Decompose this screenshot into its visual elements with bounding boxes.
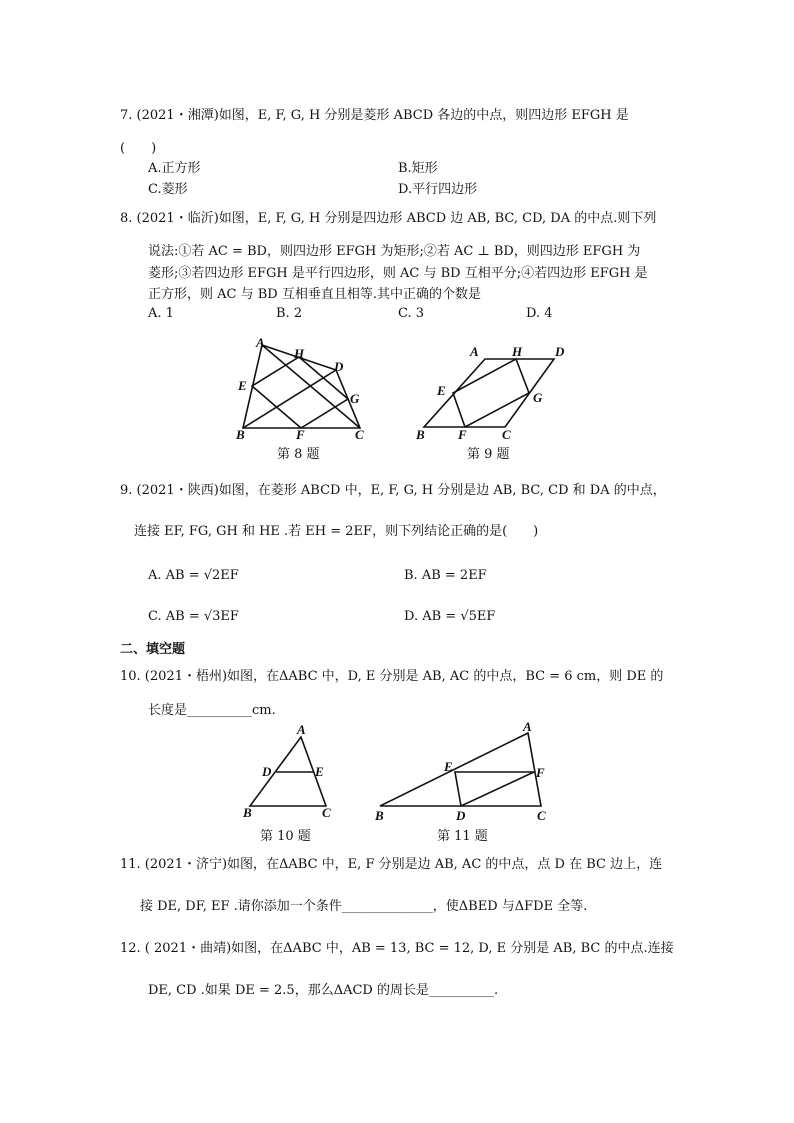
fig8-label-h: H — [294, 346, 305, 361]
fig8-label-b: B — [236, 427, 245, 442]
fig9-label-f: F — [458, 427, 467, 442]
fig9-label-b: B — [416, 427, 425, 442]
fig8-label-g: G — [350, 391, 360, 406]
q11-line1: 11. (2021・济宁)如图，在ΔABC 中，E, F 分别是边 AB, AC 的中点，点 D 在 BC 边上，连 — [120, 857, 663, 872]
fig9-label-h: H — [512, 344, 523, 359]
fig10-label-e: E — [315, 764, 324, 779]
q9-line1: 9. (2021・陕西)如图，在菱形 ABCD 中，E, F, G, H 分别是边 AB, BC, CD 和 DA 的中点， — [120, 483, 666, 498]
q9-option-b: B. AB = 2EF — [404, 568, 487, 583]
q7-option-b: B.矩形 — [398, 161, 438, 176]
fig8-label-a: A — [256, 335, 265, 350]
q8-line3: 菱形;③若四边形 EFGH 是平行四边形，则 AC 与 BD 互相平分;④若四边形 EFGH 是 — [148, 266, 648, 281]
q9-option-d: D. AB = √5EF — [404, 609, 496, 624]
fig11-label-b: B — [375, 808, 384, 820]
fig9-label-a: A — [470, 344, 479, 359]
fig8-label-e: E — [238, 378, 247, 393]
fig11-label-e: E — [444, 759, 453, 774]
q7-line1: 7. (2021・湘潭)如图，E, F, G, H 分别是菱形 ABCD 各边的中点，则四边形 EFGH 是 — [120, 108, 629, 123]
q9-option-c: C. AB = √3EF — [148, 609, 239, 624]
q7-option-a: A.正方形 — [148, 161, 201, 176]
q8-option-b: B. 2 — [276, 306, 303, 321]
fig8-label-c: C — [355, 427, 364, 442]
q7-option-c: C.菱形 — [148, 182, 188, 197]
q9-option-a: A. AB = √2EF — [148, 568, 239, 583]
figure-8-quadrilateral — [225, 330, 385, 445]
fig10-label-a: A — [297, 722, 306, 737]
q8-line2: 说法:①若 AC = BD，则四边形 EFGH 为矩形;②若 AC ⊥ BD，则四边形 EFGH 为 — [148, 244, 641, 259]
q8-line4: 正方形，则 AC 与 BD 互相垂直且相等.其中正确的个数是 — [148, 287, 481, 302]
q10-line1: 10. (2021・梧州)如图，在ΔABC 中，D, E 分别是 AB, AC 的中点，BC = 6 cm，则 DE 的 — [120, 669, 664, 684]
fig9-label-d: D — [555, 344, 565, 359]
q7-option-d: D.平行四边形 — [398, 182, 478, 197]
q12-line2: DE, CD .如果 DE = 2.5，那么ΔACD 的周长是__________. — [148, 983, 499, 998]
fig11-label-d: D — [456, 808, 466, 820]
figure-11-triangle — [370, 715, 555, 820]
figure-9-rhombus — [410, 340, 575, 445]
fig11-label-c: C — [537, 808, 546, 820]
q11-line2: 接 DE, DF, EF .请你添加一个条件______________，使ΔBED 与ΔFDE 全等. — [140, 899, 588, 914]
q10-line2: 长度是__________cm. — [148, 703, 276, 718]
figure-10-caption: 第 10 题 — [260, 829, 311, 844]
figure-8-caption: 第 8 题 — [277, 447, 320, 462]
q8-option-c: C. 3 — [398, 306, 425, 321]
fig9-label-g: G — [533, 390, 543, 405]
q12-line1: 12. ( 2021・曲靖)如图，在ΔABC 中，AB = 13, BC = 12, D, E 分别是 AB, BC 的中点.连接 — [120, 941, 674, 956]
q8-option-d: D. 4 — [526, 306, 553, 321]
fig9-label-c: C — [502, 427, 511, 442]
fig9-label-e: E — [437, 383, 446, 398]
fig10-label-d: D — [262, 764, 272, 779]
figure-9-caption: 第 9 题 — [467, 447, 510, 462]
q9-line2: 连接 EF, FG, GH 和 HE .若 EH = 2EF，则下列结论正确的是( ) — [134, 524, 539, 539]
fig11-label-f: F — [536, 765, 545, 780]
q8-option-a: A. 1 — [148, 306, 174, 321]
fig8-label-d: D — [334, 359, 344, 374]
figure-11-caption: 第 11 题 — [437, 829, 488, 844]
section-fill-in-heading: 二、填空题 — [120, 642, 186, 657]
fig8-label-f: F — [296, 427, 305, 442]
fig11-label-a: A — [523, 719, 532, 734]
fig10-label-b: B — [243, 805, 252, 818]
q8-line1: 8. (2021・临沂)如图，E, F, G, H 分别是四边形 ABCD 边 AB, BC, CD, DA 的中点.则下列 — [120, 211, 657, 226]
figure-10-triangle — [240, 718, 340, 818]
fig10-label-c: C — [322, 805, 331, 818]
q7-answer-paren: ( ) — [120, 141, 157, 156]
